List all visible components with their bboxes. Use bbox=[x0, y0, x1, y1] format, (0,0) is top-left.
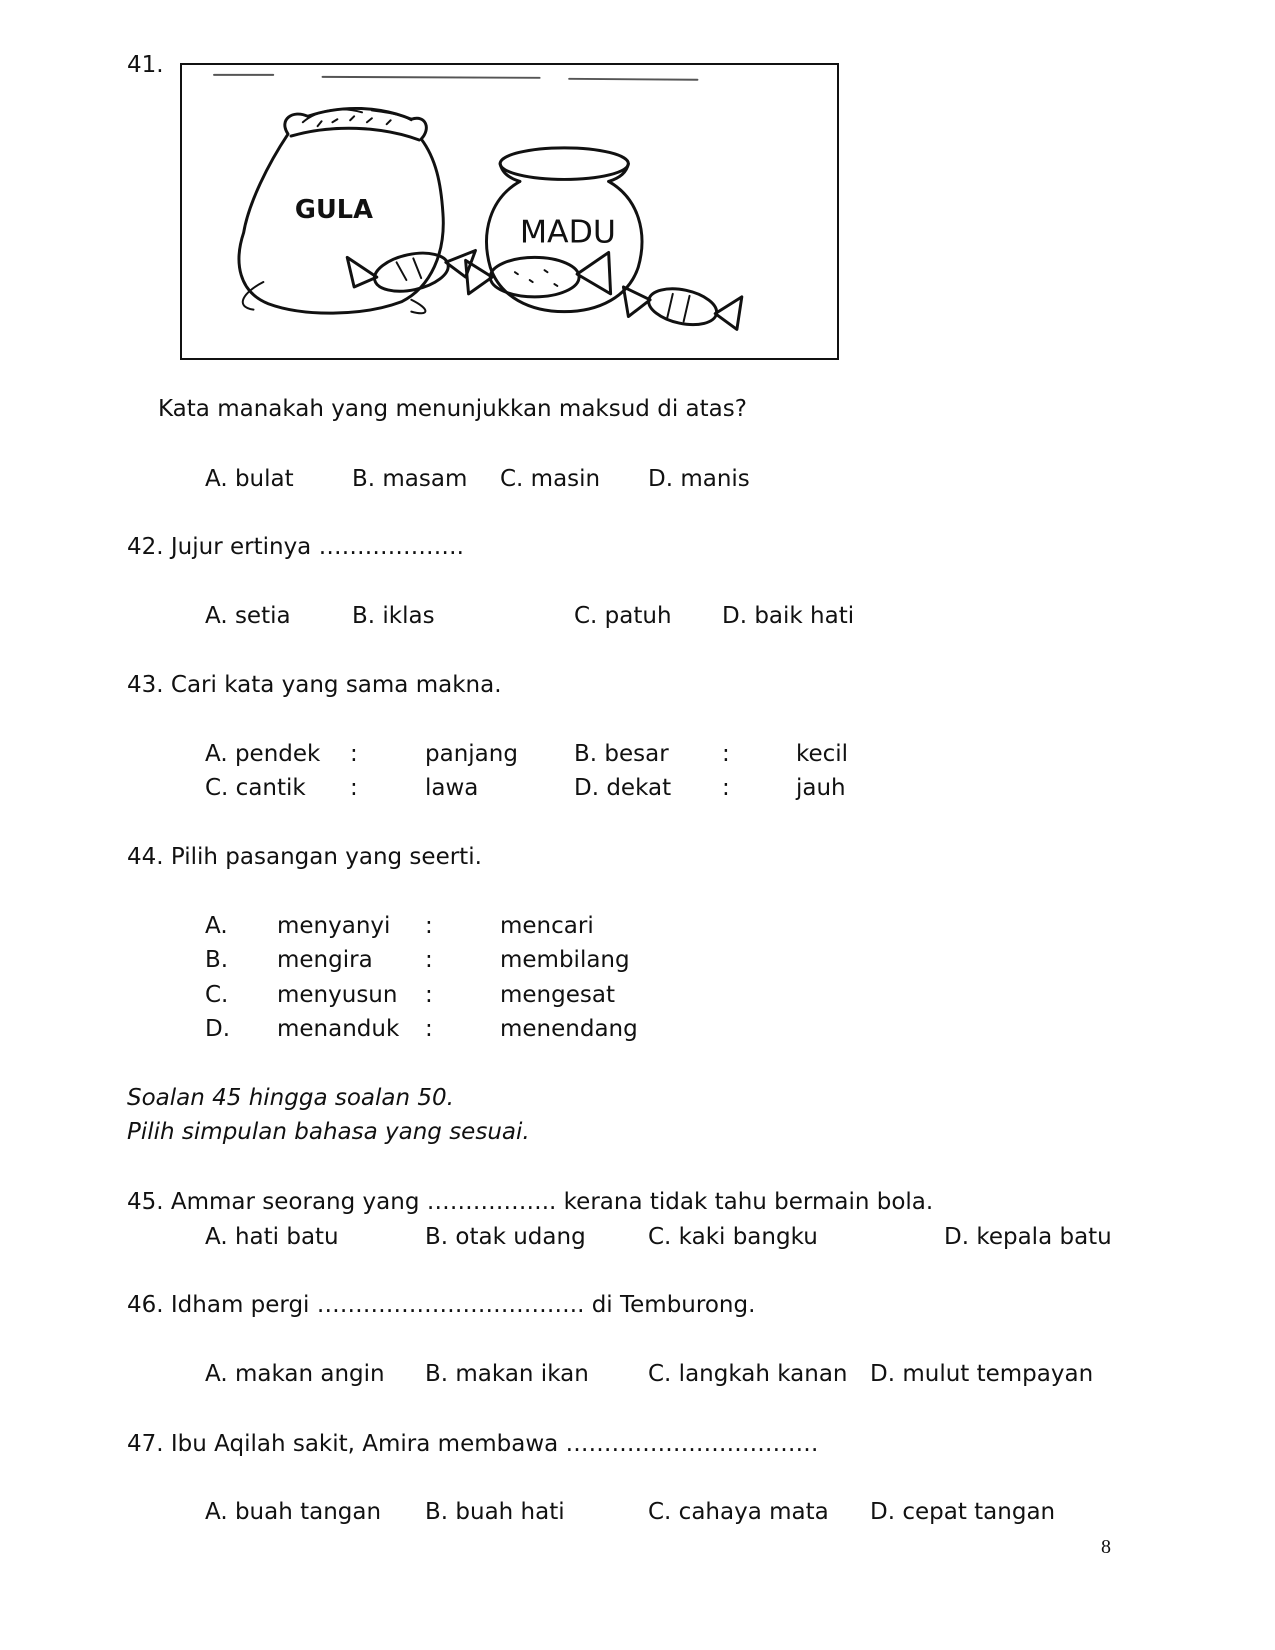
q43-row1-sep2: : bbox=[722, 741, 730, 767]
q46-option-b[interactable]: B. makan ikan bbox=[425, 1361, 589, 1387]
q44-row-b-letter[interactable]: B. bbox=[205, 947, 229, 973]
q47-option-b[interactable]: B. buah hati bbox=[425, 1499, 565, 1525]
q44-row-d-sep: : bbox=[425, 1016, 433, 1042]
q41-number: 41. bbox=[127, 52, 164, 78]
q43-row1-right2: kecil bbox=[796, 741, 849, 767]
sack-label: GULA bbox=[294, 194, 373, 225]
q45-option-b[interactable]: B. otak udang bbox=[425, 1224, 586, 1250]
q43-row2-left2[interactable]: D. dekat bbox=[574, 775, 672, 801]
q45-option-a[interactable]: A. hati batu bbox=[205, 1224, 339, 1250]
q47-option-d[interactable]: D. cepat tangan bbox=[870, 1499, 1056, 1525]
instruction-line-1: Soalan 45 hingga soalan 50. bbox=[127, 1085, 454, 1111]
q44-row-c-sep: : bbox=[425, 982, 433, 1008]
q45-question: 45. Ammar seorang yang …………….. kerana tidak tahu bermain bola. bbox=[127, 1189, 934, 1215]
q44-row-b-sep: : bbox=[425, 947, 433, 973]
q41-illustration bbox=[182, 65, 837, 358]
q47-question: 47. Ibu Aqilah sakit, Amira membawa …………………………… bbox=[127, 1431, 819, 1457]
q43-row1-left[interactable]: A. pendek bbox=[205, 741, 321, 767]
q44-row-d-letter[interactable]: D. bbox=[205, 1016, 231, 1042]
page-number: 8 bbox=[1101, 1536, 1111, 1558]
q47-option-a[interactable]: A. buah tangan bbox=[205, 1499, 382, 1525]
q45-option-c[interactable]: C. kaki bangku bbox=[648, 1224, 818, 1250]
q44-row-a-sep: : bbox=[425, 913, 433, 939]
q42-option-b[interactable]: B. iklas bbox=[352, 603, 435, 629]
q41-question: Kata manakah yang menunjukkan maksud di atas? bbox=[158, 396, 747, 422]
q44-row-b-right: membilang bbox=[500, 947, 630, 973]
q44-row-d-left: menanduk bbox=[277, 1016, 400, 1042]
q41-option-a[interactable]: A. bulat bbox=[205, 466, 294, 492]
q43-row2-sep2: : bbox=[722, 775, 730, 801]
q41-option-d[interactable]: D. manis bbox=[648, 466, 750, 492]
q41-option-b[interactable]: B. masam bbox=[352, 466, 468, 492]
q44-row-a-left: menyanyi bbox=[277, 913, 391, 939]
jar-label: MADU bbox=[519, 214, 617, 251]
q42-question: 42. Jujur ertinya ………………. bbox=[127, 534, 464, 560]
q44-row-c-letter[interactable]: C. bbox=[205, 982, 229, 1008]
q44-question: 44. Pilih pasangan yang seerti. bbox=[127, 844, 482, 870]
q43-row2-left[interactable]: C. cantik bbox=[205, 775, 306, 801]
q46-question: 46. Idham pergi …………………………….. di Temburong. bbox=[127, 1292, 756, 1318]
q43-row2-right: lawa bbox=[425, 775, 479, 801]
q46-option-a[interactable]: A. makan angin bbox=[205, 1361, 385, 1387]
q47-option-c[interactable]: C. cahaya mata bbox=[648, 1499, 829, 1525]
instruction-line-2: Pilih simpulan bahasa yang sesuai. bbox=[127, 1119, 530, 1145]
q43-row2-right2: jauh bbox=[796, 775, 846, 801]
q43-row1-sep: : bbox=[350, 741, 358, 767]
q41-option-c[interactable]: C. masin bbox=[500, 466, 601, 492]
q44-row-a-right: mencari bbox=[500, 913, 594, 939]
q45-option-d[interactable]: D. kepala batu bbox=[944, 1224, 1112, 1250]
q43-question: 43. Cari kata yang sama makna. bbox=[127, 672, 502, 698]
q42-option-c[interactable]: C. patuh bbox=[574, 603, 672, 629]
q43-row1-right: panjang bbox=[425, 741, 518, 767]
q42-option-d[interactable]: D. baik hati bbox=[722, 603, 855, 629]
q43-row2-sep: : bbox=[350, 775, 358, 801]
q43-row1-left2[interactable]: B. besar bbox=[574, 741, 669, 767]
q44-row-c-left: menyusun bbox=[277, 982, 398, 1008]
q46-option-d[interactable]: D. mulut tempayan bbox=[870, 1361, 1094, 1387]
q44-row-b-left: mengira bbox=[277, 947, 373, 973]
q46-option-c[interactable]: C. langkah kanan bbox=[648, 1361, 848, 1387]
q42-option-a[interactable]: A. setia bbox=[205, 603, 291, 629]
q41-figure bbox=[180, 63, 839, 360]
q44-row-c-right: mengesat bbox=[500, 982, 615, 1008]
candy-icon bbox=[347, 247, 742, 330]
q44-row-a-letter[interactable]: A. bbox=[205, 913, 228, 939]
q44-row-d-right: menendang bbox=[500, 1016, 638, 1042]
